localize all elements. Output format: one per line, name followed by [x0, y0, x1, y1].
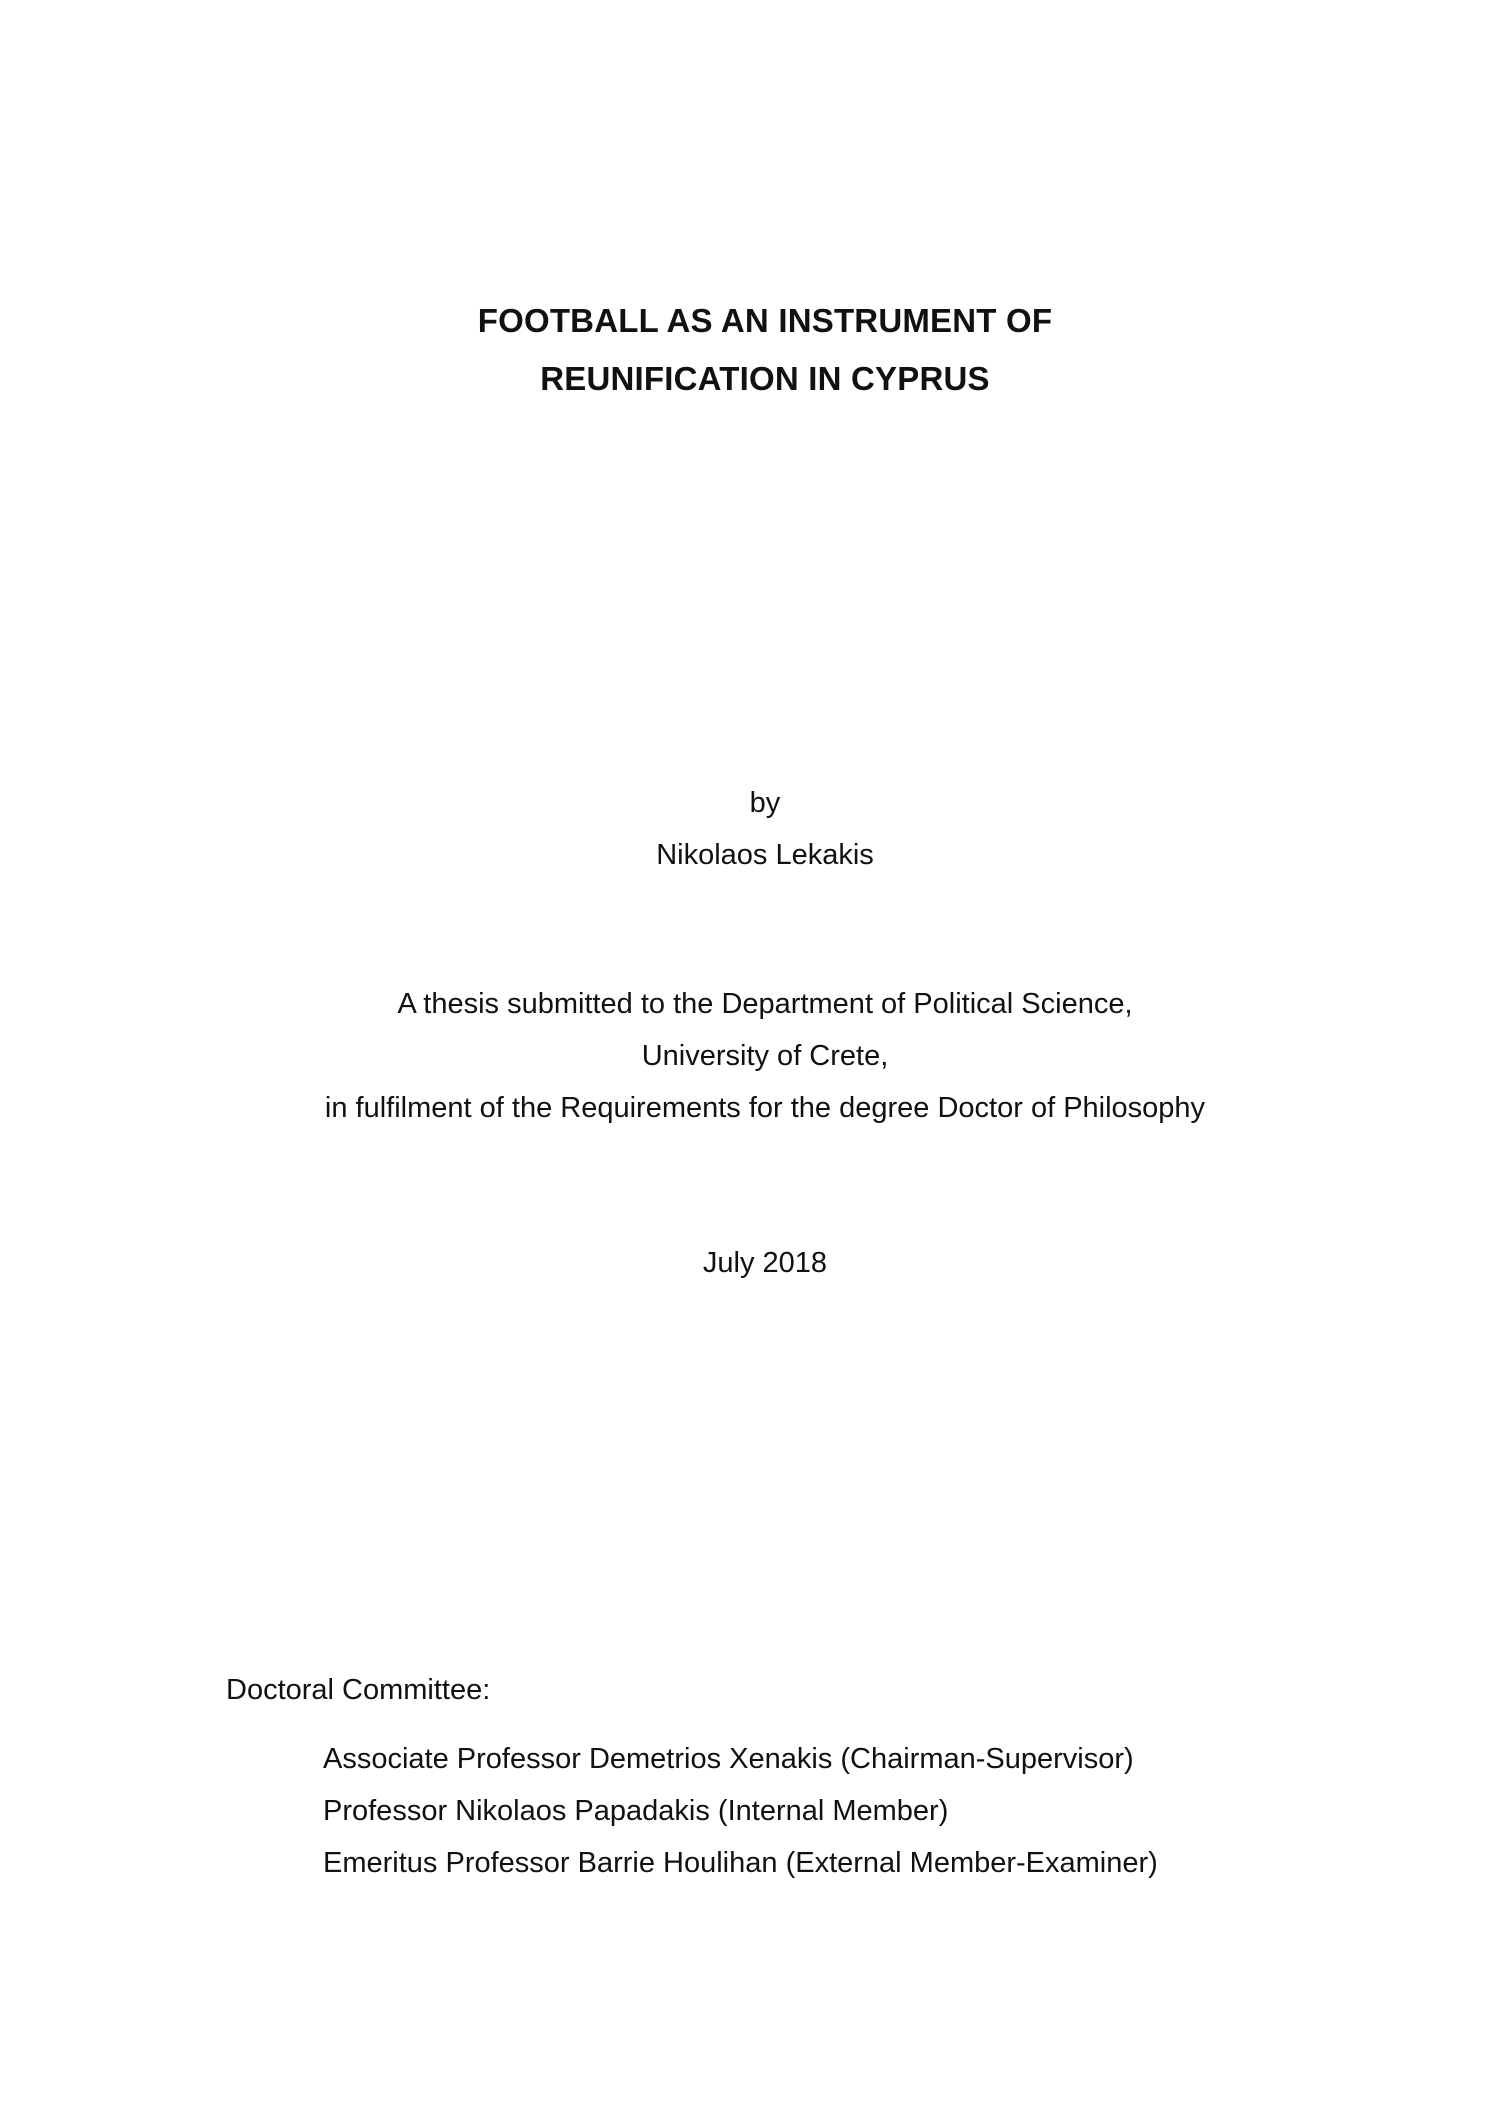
thesis-statement [0, 978, 1489, 1134]
committee-member: Professor Nikolaos Papadakis (Internal Member) [323, 1795, 949, 1827]
thesis-title-line-1: FOOTBALL AS AN INSTRUMENT OF [477, 302, 1053, 339]
by-label: by [749, 787, 781, 819]
author-name: Nikolaos Lekakis [656, 839, 874, 871]
thesis-statement-line-3: in fulfilment of the Requirements for the degree Doctor of Philosophy [324, 1092, 1206, 1124]
thesis-title-line-2: REUNIFICATION IN CYPRUS [540, 360, 990, 397]
thesis-statement-line-2: University of Crete, [641, 1040, 889, 1072]
committee-member: Associate Professor Demetrios Xenakis (Chairman-Supervisor) [323, 1743, 1134, 1775]
committee-member-list [323, 1733, 1158, 1889]
committee-heading: Doctoral Committee: [226, 1674, 491, 1706]
author-block [0, 777, 1489, 881]
submission-date: July 2018 [702, 1247, 828, 1279]
committee-member: Emeritus Professor Barrie Houlihan (External Member-Examiner) [323, 1847, 1158, 1879]
thesis-statement-line-1: A thesis submitted to the Department of Political Science, [397, 988, 1133, 1020]
thesis-title [0, 292, 1489, 408]
